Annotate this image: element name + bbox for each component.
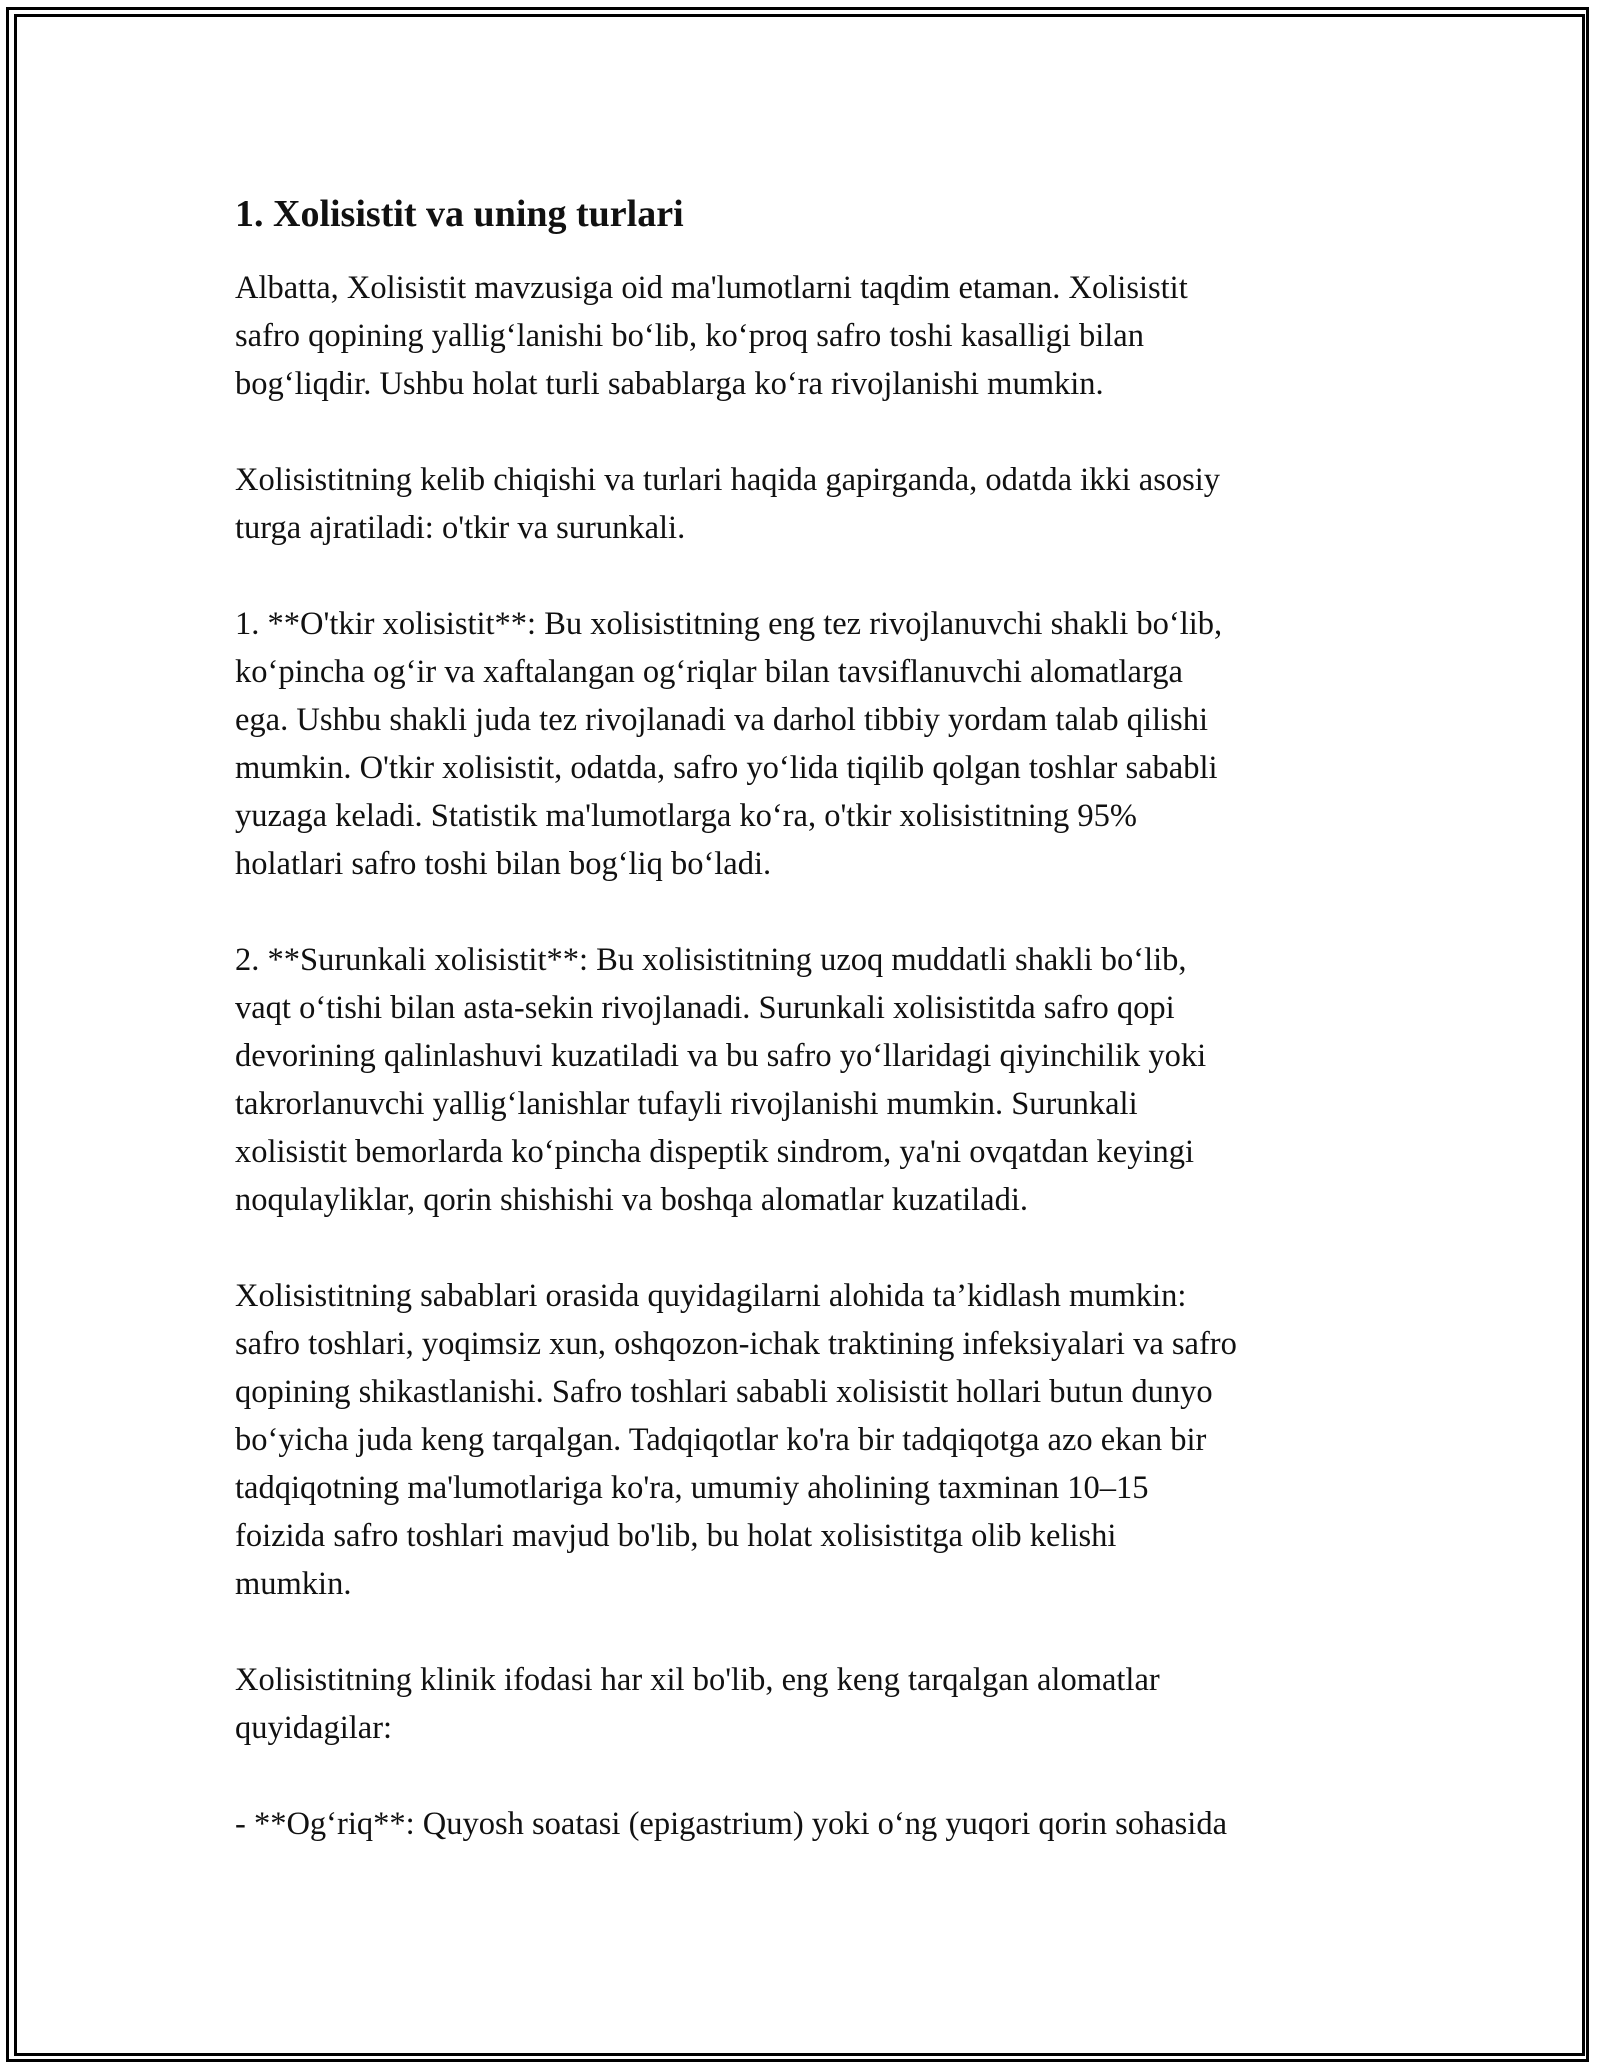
text-line: safro toshlari, yoqimsiz xun, oshqozon-ichak traktining infeksiyalari va safro (235, 1326, 1237, 1362)
text-line: safro qopining yallig‘lanishi bo‘lib, ko‘proq safro toshi kasalligi bilan (235, 318, 1144, 354)
text-line: mumkin. (235, 1566, 352, 1602)
text-line: Xolisistitning klinik ifodasi har xil bo'lib, eng keng tarqalgan alomatlar (235, 1662, 1160, 1698)
text-line: qopining shikastlanishi. Safro toshlari sababli xolisistit hollari butun dunyo (235, 1374, 1213, 1410)
paragraph (235, 936, 1370, 1224)
text-line: ko‘pincha og‘ir va xaftalangan og‘riqlar bilan tavsiflanuvchi alomatlarga (235, 654, 1183, 690)
text-line: Xolisistitning kelib chiqishi va turlari haqida gapirganda, odatda ikki asosiy (235, 462, 1221, 498)
document-body (235, 188, 1370, 1896)
text-line: Xolisistitning sabablari orasida quyidagilarni alohida ta’kidlash mumkin: (235, 1278, 1187, 1314)
text-line: quyidagilar: (235, 1710, 393, 1746)
text-line: Albatta, Xolisistit mavzusiga oid ma'lumotlarni taqdim etaman. Xolisistit (235, 270, 1188, 306)
paragraph (235, 264, 1370, 408)
text-line: takrorlanuvchi yallig‘lanishlar tufayli rivojlanishi mumkin. Surunkali (235, 1086, 1138, 1122)
section-heading: 1. Xolisistit va uning turlari (235, 193, 684, 235)
text-line: noqulayliklar, qorin shishishi va boshqa alomatlar kuzatiladi. (235, 1182, 1028, 1218)
text-line: - **Og‘riq**: Quyosh soatasi (epigastrium) yoki o‘ng yuqori qorin sohasida (235, 1806, 1228, 1842)
text-line: 1. **O'tkir xolisistit**: Bu xolisistitning eng tez rivojlanuvchi shakli bo‘lib, (235, 606, 1223, 642)
paragraph (235, 456, 1370, 552)
text-line: bog‘liqdir. Ushbu holat turli sabablarga ko‘ra rivojlanishi mumkin. (235, 366, 1104, 402)
paragraph (235, 1656, 1370, 1752)
paragraph (235, 600, 1370, 888)
text-line: bo‘yicha juda keng tarqalgan. Tadqiqotlar ko'ra bir tadqiqotga azo ekan bir (235, 1422, 1207, 1458)
text-line: mumkin. O'tkir xolisistit, odatda, safro yo‘lida tiqilib qolgan toshlar sababli (235, 750, 1218, 786)
text-line: devorining qalinlashuvi kuzatiladi va bu safro yo‘llaridagi qiyinchilik yoki (235, 1038, 1207, 1074)
text-line: xolisistit bemorlarda ko‘pincha dispeptik sindrom, ya'ni ovqatdan keyingi (235, 1134, 1195, 1170)
text-line: turga ajratiladi: o'tkir va surunkali. (235, 510, 686, 546)
text-line: ega. Ushbu shakli juda tez rivojlanadi va darhol tibbiy yordam talab qilishi (235, 702, 1208, 738)
text-line: holatlari safro toshi bilan bog‘liq bo‘ladi. (235, 846, 772, 882)
text-line: foizida safro toshlari mavjud bo'lib, bu holat xolisistitga olib kelishi (235, 1518, 1117, 1554)
text-line: yuzaga keladi. Statistik ma'lumotlarga ko‘ra, o'tkir xolisistitning 95% (235, 798, 1138, 834)
text-line: tadqiqotning ma'lumotlariga ko'ra, umumiy aholining taxminan 10–15 (235, 1470, 1149, 1506)
paragraph-list (235, 264, 1370, 1848)
paragraph (235, 1800, 1370, 1848)
paragraph (235, 1272, 1370, 1608)
text-line: 2. **Surunkali xolisistit**: Bu xolisistitning uzoq muddatli shakli bo‘lib, (235, 942, 1187, 978)
text-line: vaqt o‘tishi bilan asta-sekin rivojlanadi. Surunkali xolisistitda safro qopi (235, 990, 1175, 1026)
